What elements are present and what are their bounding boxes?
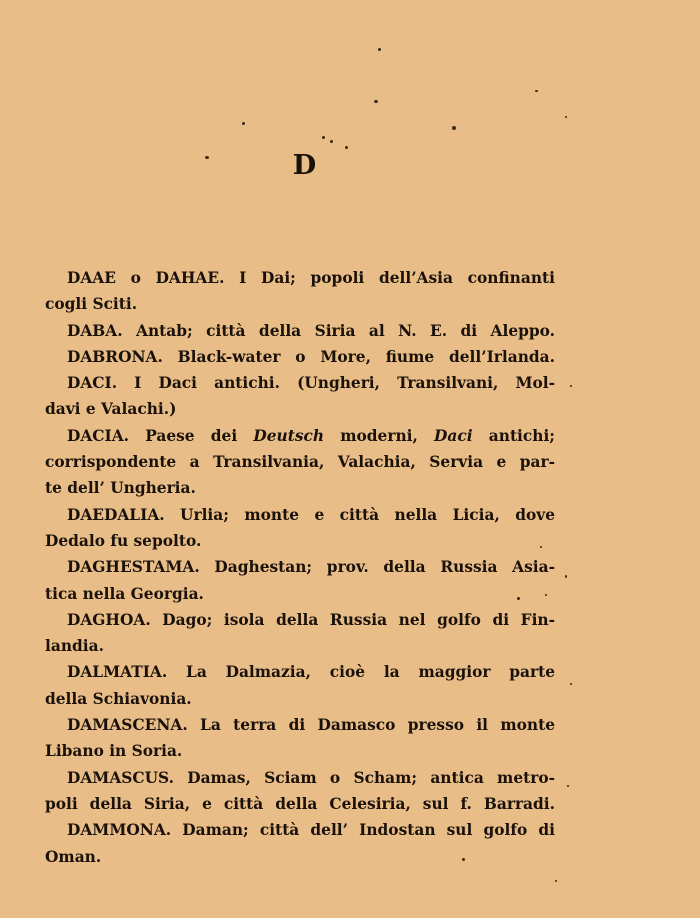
scan-speck [570, 683, 572, 685]
italic-term: Deutsch [253, 426, 325, 445]
text-line: davi e Valachi.) [45, 400, 177, 419]
text-line: Dedalo fu sepolto. [45, 531, 202, 550]
dictionary-entries [45, 265, 555, 870]
text-line: tica nella Georgia. [45, 584, 204, 603]
text-line: DAMASCUS. Damas, Sciam o Scham; antica metro- [67, 768, 555, 787]
text-line: DAGHOA. Dago; isola della Russia nel golfo di Fin- [67, 610, 555, 629]
scan-speck [535, 90, 538, 92]
text-line: Libano in Soria. [45, 742, 183, 761]
text-line: DAMMONA. Daman; città dell’ Indostan sul golfo di [67, 821, 555, 840]
scan-speck [555, 880, 557, 882]
text-run: antichi; [472, 426, 555, 445]
section-letter-heading: D [292, 150, 318, 181]
text-line: della Schiavonia. [45, 689, 192, 708]
text-line: landia. [45, 637, 104, 656]
scan-speck [570, 385, 572, 387]
text-line: cogli Sciti. [45, 295, 138, 314]
scan-speck [374, 100, 378, 103]
scan-speck [242, 122, 245, 125]
text-line: DAGHESTAMA. Daghestan; prov. della Russia Asia- [67, 558, 555, 577]
text-line: DAEDALIA. Urlia; monte e città nella Licia, dove [67, 505, 555, 524]
text-line: DABA. Antab; città della Siria al N. E. di Aleppo. [67, 321, 555, 340]
text-line: DAAE o DAHAE. I Dai; popoli dell’Asia confinanti [67, 269, 555, 287]
scan-speck [567, 785, 569, 787]
scan-speck [565, 116, 567, 118]
text-line: Oman. [45, 847, 102, 866]
text-line: DABRONA. Black-water o More, fiume dell’Irlanda. [67, 347, 555, 366]
text-line: corrispondente a Transilvania, Valachia, Servia e par- [45, 453, 555, 472]
scan-speck [378, 48, 381, 51]
text-line: te dell’ Ungheria. [45, 479, 196, 498]
scan-speck [452, 126, 456, 130]
text-line: DALMATIA. La Dalmazia, cioè la maggior parte [67, 663, 555, 682]
text-line: DACI. I Daci antichi. (Ungheri, Transilvani, Mol- [67, 374, 555, 393]
text-run: DACIA. Paese dei [67, 426, 254, 445]
italic-term: Daci [434, 426, 473, 445]
text-line: poli della Siria, e città della Celesiria, sul f. Barradi. [45, 794, 555, 813]
text-line [45, 423, 555, 449]
text-line: DAMASCENA. La terra di Damasco presso il monte [67, 716, 555, 735]
scan-speck [322, 136, 325, 139]
scan-speck [330, 140, 333, 143]
scan-speck [565, 575, 567, 578]
scan-speck [345, 146, 348, 149]
text-run: moderni, [324, 426, 435, 445]
